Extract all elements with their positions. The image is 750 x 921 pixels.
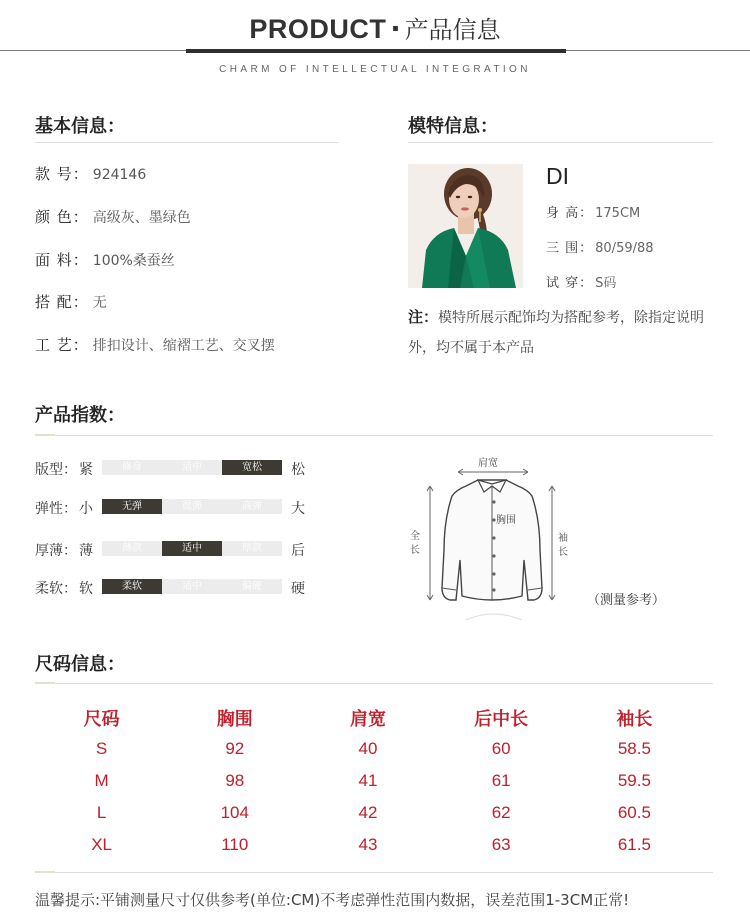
size-col-shoulder: 肩宽: [349, 709, 386, 729]
model-stat-row: [546, 237, 654, 256]
page-title: [0, 12, 750, 47]
basic-info-row: [35, 334, 275, 355]
title-zh: 产品信息: [404, 16, 501, 44]
model-stat-row: [546, 272, 616, 291]
size-table-cell: S: [95, 739, 108, 758]
size-table-cell: 61.5: [617, 835, 651, 854]
size-table-cell: 92: [225, 739, 245, 758]
index-high-label: 硬: [291, 581, 305, 597]
tip-rule: [35, 872, 713, 873]
index-option: 高弹: [222, 499, 282, 514]
measure-reference-note: （测量参考）: [587, 593, 666, 608]
basic-info-row: [35, 163, 146, 184]
size-table-row: [35, 733, 701, 765]
size-tip: 温馨提示:平铺测量尺寸仅供参考(单位:CM)不考虑弹性范围内数据，误差范围1-3CM正常!: [35, 891, 630, 909]
basic-info-label: 工 艺：: [35, 336, 89, 354]
title-en: PRODUCT: [249, 14, 387, 44]
size-table-cell: 62: [491, 803, 511, 822]
shirt-measure-diagram: [404, 450, 584, 630]
model-stat-value: 80/59/88: [595, 241, 654, 256]
size-table-cell: 42: [358, 803, 378, 822]
index-option: 修身: [102, 460, 162, 475]
diagram-label-length: 全长: [410, 531, 420, 556]
size-table-cell: 104: [220, 803, 249, 822]
basic-info-value: 924146: [92, 167, 147, 183]
index-label: 厚薄：: [35, 543, 77, 559]
size-info-title: 尺码信息：: [35, 654, 125, 675]
size-table-cell: 63: [491, 835, 511, 854]
size-table-cell: 110: [221, 835, 249, 854]
size-table-cell: XL: [91, 835, 112, 854]
basic-info-row: [35, 291, 107, 312]
size-table-row: [35, 797, 701, 829]
index-row: [35, 540, 315, 558]
model-photo: [408, 164, 523, 288]
model-stat-label: 身 高：: [546, 206, 594, 221]
size-col-chest: 胸围: [216, 709, 253, 729]
product-index-rule-accent: [35, 434, 55, 436]
basic-info-value: 排扣设计、缩褶工艺、交叉摆: [92, 338, 275, 354]
title-separator: ·: [390, 14, 401, 45]
basic-info-title: 基本信息：: [35, 116, 125, 137]
size-table-row: [35, 765, 701, 797]
index-option-selected: 无弹: [102, 499, 162, 514]
index-high-label: 后: [291, 543, 305, 559]
size-table-cell: M: [94, 771, 109, 790]
index-label: 弹性：: [35, 501, 77, 517]
basic-info-label: 搭 配：: [35, 293, 89, 311]
index-option: 偏硬: [222, 579, 282, 594]
index-row: [35, 498, 315, 516]
size-table-row: [35, 829, 701, 861]
model-stat-row: [546, 202, 640, 221]
size-table-cell: 58.5: [617, 739, 651, 758]
index-option: 微弹: [162, 499, 222, 514]
size-col-size: 尺码: [83, 709, 120, 729]
basic-info-value: 高级灰、墨绿色: [92, 210, 191, 226]
header-accent-bar: [186, 49, 566, 53]
basic-info-value: 100%桑蚕丝: [92, 253, 175, 269]
index-low-label: 薄: [79, 543, 93, 559]
index-option-selected: 柔软: [102, 579, 162, 594]
index-high-label: 松: [291, 462, 305, 478]
model-note-text: 模特所展示配饰均为搭配参考，除指定说明外，均不属于本产品: [408, 310, 705, 356]
model-stat-label: 三 围：: [546, 241, 594, 256]
size-table-cell: 41: [358, 771, 378, 790]
size-table-cell: 60: [491, 739, 511, 758]
index-high-label: 大: [291, 501, 305, 517]
index-row: [35, 578, 315, 596]
index-low-label: 紧: [79, 462, 93, 478]
index-label: 柔软：: [35, 581, 77, 597]
model-stat-value: S码: [595, 276, 617, 291]
index-option: 厚款: [222, 541, 282, 556]
model-note-label: 注：: [408, 308, 439, 326]
size-table: [35, 703, 701, 861]
diagram-label-sleeve: 袖长: [558, 533, 568, 558]
basic-info-value: 无: [92, 295, 107, 311]
size-info-rule: [35, 683, 713, 684]
size-table-cell: 59.5: [617, 771, 651, 790]
size-col-sleeve: 袖长: [616, 709, 653, 729]
tip-rule-accent: [35, 871, 55, 873]
index-option-selected: 适中: [162, 541, 222, 556]
page-subtitle: CHARM OF INTELLECTUAL INTEGRATION: [219, 64, 531, 75]
index-option: 薄款: [102, 541, 162, 556]
basic-info-label: 颜 色：: [35, 208, 89, 226]
diagram-label-shoulder: 肩宽: [478, 458, 498, 469]
basic-info-label: 面 料：: [35, 251, 89, 269]
model-stat-value: 175CM: [595, 206, 641, 221]
size-table-header-row: [35, 703, 701, 733]
model-note: [408, 302, 720, 363]
basic-info-row: [35, 249, 175, 270]
index-label: 版型：: [35, 462, 77, 478]
size-table-cell: 61: [491, 771, 511, 790]
model-info-rule: [408, 142, 713, 143]
model-info-title: 模特信息：: [408, 116, 498, 137]
size-table-cell: L: [96, 803, 107, 822]
index-row: [35, 459, 315, 477]
size-info-rule-accent: [35, 682, 55, 684]
product-index-title: 产品指数：: [35, 405, 125, 426]
size-table-cell: 98: [225, 771, 245, 790]
model-name: DI: [546, 163, 569, 189]
index-low-label: 软: [79, 581, 93, 597]
diagram-label-chest: 胸围: [496, 515, 516, 526]
basic-info-rule: [35, 142, 338, 143]
model-stat-label: 试 穿：: [546, 276, 594, 291]
index-low-label: 小: [79, 501, 93, 517]
size-table-cell: 60.5: [617, 803, 651, 822]
basic-info-row: [35, 206, 191, 227]
index-option-selected: 宽松: [222, 460, 282, 475]
size-table-cell: 43: [358, 835, 378, 854]
basic-info-label: 款 号：: [35, 165, 89, 183]
size-col-back-length: 后中长: [474, 709, 529, 729]
index-option: 适中: [162, 579, 222, 594]
index-option: 适中: [162, 460, 222, 475]
product-index-rule: [35, 435, 713, 436]
size-table-cell: 40: [358, 739, 378, 758]
